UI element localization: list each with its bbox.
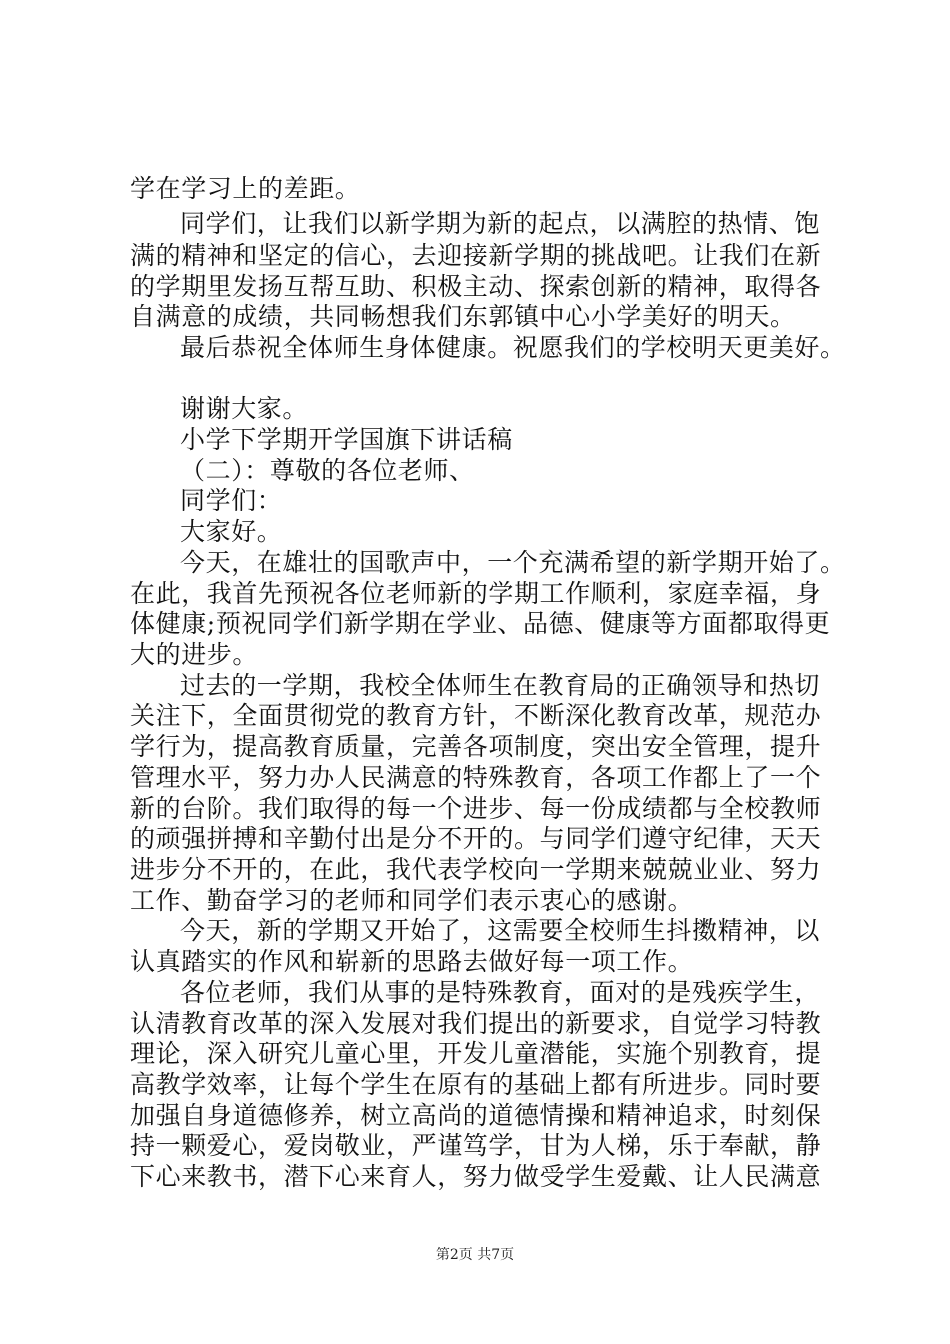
text-line: 体健康;预祝同学们新学期在学业、品德、健康等方面都取得更: [130, 609, 831, 638]
text-line: 今天，新的学期又开始了，这需要全校师生抖擞精神，以: [180, 916, 821, 945]
text-line: 学行为，提高教育质量，完善各项制度，突出安全管理，提升: [130, 732, 822, 761]
text-line: 进步分不开的，在此，我代表学校向一学期来兢兢业业、努力: [130, 855, 822, 884]
text-line: 关注下，全面贯彻党的教育方针，不断深化教育改革，规范办: [130, 701, 822, 730]
text-line: 同学们，让我们以新学期为新的起点，以满腔的热情、饱: [180, 209, 821, 238]
text-line: 持一颗爱心，爱岗敬业，严谨笃学，甘为人梯，乐于奉献，静: [130, 1131, 822, 1160]
text-line: 大的进步。: [130, 640, 259, 669]
text-line: 谢谢大家。: [180, 394, 309, 423]
text-line: 小学下学期开学国旗下讲话稿: [180, 425, 513, 454]
page-number-footer: 第2页 共7页: [435, 1247, 515, 1263]
text-line: 满的精神和坚定的信心，去迎接新学期的挑战吧。让我们在新: [130, 241, 822, 270]
text-line: 的顽强拼搏和辛勤付出是分不开的。与同学们遵守纪律，天天: [130, 824, 822, 853]
text-line: （二）：尊敬的各位老师、: [180, 456, 475, 485]
text-line: 管理水平，努力办人民满意的特殊教育，各项工作都上了一个: [130, 763, 822, 792]
text-line: 的学期里发扬互帮互助、积极主动、探索创新的精神，取得各: [130, 272, 822, 301]
text-line: 同学们：: [180, 486, 283, 515]
text-line: 在此，我首先预祝各位老师新的学期工作顺利，家庭幸福，身: [130, 579, 822, 608]
text-line: 最后恭祝全体师生身体健康。祝愿我们的学校明天更美好。: [180, 333, 846, 362]
text-line: 加强自身道德修养，树立高尚的道德情操和精神追求，时刻保: [130, 1101, 822, 1130]
text-line: 理论，深入研究儿童心里，开发儿童潜能，实施个别教育，提: [130, 1039, 822, 1068]
text-line: 大家好。: [180, 517, 283, 546]
text-line: 各位老师，我们从事的是特殊教育，面对的是残疾学生，: [180, 978, 821, 1007]
text-line: 自满意的成绩，共同畅想我们东郭镇中心小学美好的明天。: [130, 302, 796, 331]
text-line: 工作、勤奋学习的老师和同学们表示衷心的感谢。: [130, 886, 694, 915]
text-line: 今天，在雄壮的国歌声中，一个充满希望的新学期开始了。: [180, 548, 846, 577]
text-line: 新的台阶。我们取得的每一个进步、每一份成绩都与全校教师: [130, 794, 822, 823]
text-line: 认清教育改革的深入发展对我们提出的新要求，自觉学习特教: [130, 1009, 822, 1038]
text-line: 下心来教书，潜下心来育人，努力做受学生爱戴、让人民满意: [130, 1162, 822, 1191]
text-line: 学在学习上的差距。: [130, 174, 361, 203]
text-line: 高教学效率，让每个学生在原有的基础上都有所进步。同时要: [130, 1070, 822, 1099]
text-line: 过去的一学期，我校全体师生在教育局的正确领导和热切: [180, 671, 821, 700]
text-line: 认真踏实的作风和崭新的思路去做好每一项工作。: [130, 947, 694, 976]
